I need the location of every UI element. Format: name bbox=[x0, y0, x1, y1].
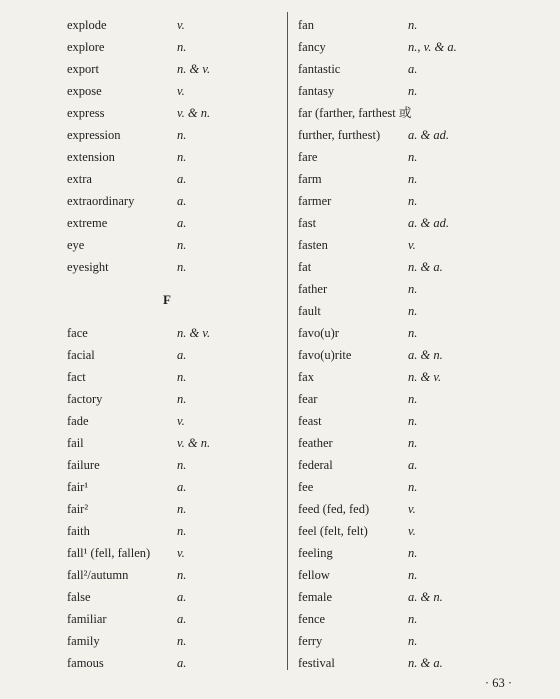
entry-word: fear bbox=[298, 392, 318, 406]
entry-word: fair¹ bbox=[67, 480, 89, 494]
entry-part-of-speech: n. bbox=[408, 436, 418, 450]
entry-row bbox=[298, 234, 518, 256]
entry-row bbox=[298, 388, 518, 410]
entry-row bbox=[67, 608, 277, 630]
entry-part-of-speech: a. bbox=[408, 458, 418, 472]
entry-row bbox=[298, 564, 518, 586]
entry-row bbox=[298, 190, 518, 212]
entry-part-of-speech: n. bbox=[177, 568, 187, 582]
entry-row bbox=[67, 102, 277, 124]
entry-word: father bbox=[298, 282, 328, 296]
entry-word: fault bbox=[298, 304, 321, 318]
entry-word: fast bbox=[298, 216, 317, 230]
entry-part-of-speech: n. bbox=[177, 634, 187, 648]
entry-word: favo(u)r bbox=[298, 326, 339, 340]
entry-word: feast bbox=[298, 414, 322, 428]
entry-row bbox=[298, 36, 518, 58]
entry-word: federal bbox=[298, 458, 333, 472]
entry-row bbox=[67, 454, 277, 476]
entry-part-of-speech: n. bbox=[408, 150, 418, 164]
entry-row bbox=[298, 256, 518, 278]
entry-row bbox=[298, 498, 518, 520]
entry-part-of-speech: n. & a. bbox=[408, 260, 443, 274]
entry-row bbox=[298, 476, 518, 498]
entry-word: ferry bbox=[298, 634, 323, 648]
entry-row bbox=[67, 564, 277, 586]
entry-word: extra bbox=[67, 172, 92, 186]
entry-part-of-speech: n., v. & a. bbox=[408, 40, 457, 54]
entry-word: extreme bbox=[67, 216, 108, 230]
entry-part-of-speech: n. bbox=[408, 414, 418, 428]
entry-word: farm bbox=[298, 172, 322, 186]
entry-row bbox=[298, 212, 518, 234]
entry-row bbox=[298, 344, 518, 366]
entry-part-of-speech: n. bbox=[408, 392, 418, 406]
entry-word: fellow bbox=[298, 568, 330, 582]
entry-word: fall¹ (fell, fallen) bbox=[67, 546, 151, 560]
entry-word: fantasy bbox=[298, 84, 335, 98]
entry-word: failure bbox=[67, 458, 100, 472]
entry-part-of-speech: n. bbox=[177, 370, 187, 384]
right-entries bbox=[298, 14, 518, 674]
entry-word: faith bbox=[67, 524, 90, 538]
entry-part-of-speech: v. & n. bbox=[177, 106, 211, 120]
entry-part-of-speech: n. bbox=[177, 260, 187, 274]
entry-row bbox=[67, 630, 277, 652]
entry-row bbox=[298, 432, 518, 454]
entry-part-of-speech: v. & n. bbox=[177, 436, 211, 450]
entry-word: fee bbox=[298, 480, 314, 494]
entry-row bbox=[67, 520, 277, 542]
entry-row bbox=[67, 146, 277, 168]
entry-row bbox=[67, 234, 277, 256]
entry-word: fasten bbox=[298, 238, 328, 252]
entry-row bbox=[67, 168, 277, 190]
entry-word: fancy bbox=[298, 40, 326, 54]
entry-word: explore bbox=[67, 40, 105, 54]
entry-part-of-speech: a. bbox=[177, 480, 187, 494]
entry-word: feather bbox=[298, 436, 333, 450]
entry-row bbox=[67, 542, 277, 564]
entry-part-of-speech: v. bbox=[408, 524, 416, 538]
entry-part-of-speech: n. bbox=[177, 40, 187, 54]
entry-part-of-speech: a. & ad. bbox=[408, 216, 449, 230]
entry-row bbox=[298, 586, 518, 608]
entry-part-of-speech: n. bbox=[177, 458, 187, 472]
entry-row bbox=[67, 652, 277, 674]
entry-part-of-speech: n. & v. bbox=[408, 370, 442, 384]
entry-row bbox=[298, 278, 518, 300]
entry-word: fantastic bbox=[298, 62, 341, 76]
entry-part-of-speech: v. bbox=[177, 18, 185, 32]
entry-word: fence bbox=[298, 612, 326, 626]
entry-word: feeling bbox=[298, 546, 333, 560]
entry-part-of-speech: a. bbox=[408, 62, 418, 76]
left-column bbox=[67, 14, 277, 674]
entry-row bbox=[298, 58, 518, 80]
entry-row bbox=[298, 608, 518, 630]
entry-part-of-speech: a. & n. bbox=[408, 348, 443, 362]
entry-part-of-speech: a. bbox=[177, 348, 187, 362]
entry-part-of-speech: n. bbox=[177, 150, 187, 164]
entry-part-of-speech: v. bbox=[177, 546, 185, 560]
entry-row bbox=[67, 322, 277, 344]
entry-word: extension bbox=[67, 150, 115, 164]
entry-part-of-speech: a. bbox=[177, 194, 187, 208]
entry-word: famous bbox=[67, 656, 104, 670]
entry-word: facial bbox=[67, 348, 95, 362]
entry-row bbox=[298, 366, 518, 388]
entry-part-of-speech: a. & n. bbox=[408, 590, 443, 604]
entry-word: fair² bbox=[67, 502, 89, 516]
entry-part-of-speech: v. bbox=[177, 84, 185, 98]
entry-row bbox=[67, 476, 277, 498]
entry-word: export bbox=[67, 62, 99, 76]
entry-word: feed (fed, fed) bbox=[298, 502, 370, 516]
entry-part-of-speech: a. bbox=[177, 612, 187, 626]
entry-row bbox=[298, 542, 518, 564]
entry-part-of-speech: n. bbox=[408, 612, 418, 626]
entry-word: far (farther, farthest 或 bbox=[298, 106, 412, 120]
entry-word: further, furthest) bbox=[298, 128, 381, 142]
entry-part-of-speech: n. bbox=[408, 282, 418, 296]
section-heading: F bbox=[163, 292, 171, 307]
entry-part-of-speech: n. bbox=[408, 480, 418, 494]
right-column bbox=[298, 14, 518, 674]
entry-word: express bbox=[67, 106, 105, 120]
entry-word: fail bbox=[67, 436, 84, 450]
entry-part-of-speech: n. bbox=[177, 502, 187, 516]
entry-row bbox=[67, 36, 277, 58]
entry-word: extraordinary bbox=[67, 194, 135, 208]
column-divider bbox=[287, 12, 288, 670]
entry-word: familiar bbox=[67, 612, 107, 626]
entry-part-of-speech: n. bbox=[408, 546, 418, 560]
entry-part-of-speech: v. bbox=[408, 238, 416, 252]
entry-part-of-speech: n. bbox=[177, 524, 187, 538]
entry-row bbox=[67, 256, 277, 278]
entry-row bbox=[67, 190, 277, 212]
entry-row bbox=[67, 388, 277, 410]
entry-part-of-speech: n. bbox=[408, 172, 418, 186]
entry-word: festival bbox=[298, 656, 335, 670]
entry-row bbox=[67, 80, 277, 102]
entry-part-of-speech: a. bbox=[177, 656, 187, 670]
entry-row bbox=[67, 344, 277, 366]
entry-word: face bbox=[67, 326, 88, 340]
entry-row bbox=[298, 520, 518, 542]
entry-row bbox=[67, 212, 277, 234]
entry-word: fare bbox=[298, 150, 318, 164]
entry-part-of-speech: n. bbox=[408, 568, 418, 582]
entry-part-of-speech: v. bbox=[177, 414, 185, 428]
entry-part-of-speech: n. bbox=[177, 238, 187, 252]
entry-row bbox=[298, 300, 518, 322]
entry-row bbox=[67, 124, 277, 146]
entry-word: explode bbox=[67, 18, 107, 32]
entry-row bbox=[298, 652, 518, 674]
entry-word: expression bbox=[67, 128, 121, 142]
entry-word: fax bbox=[298, 370, 314, 384]
entry-row bbox=[298, 146, 518, 168]
entry-part-of-speech: n. bbox=[408, 634, 418, 648]
entry-part-of-speech: a. bbox=[177, 172, 187, 186]
entry-row bbox=[298, 410, 518, 432]
entry-part-of-speech: v. bbox=[408, 502, 416, 516]
entry-part-of-speech: n. bbox=[177, 392, 187, 406]
entry-part-of-speech: a. bbox=[177, 216, 187, 230]
entry-row bbox=[298, 454, 518, 476]
entry-word: fact bbox=[67, 370, 86, 384]
entry-part-of-speech: n. & v. bbox=[177, 62, 211, 76]
entry-part-of-speech: n. & v. bbox=[177, 326, 211, 340]
entry-row bbox=[67, 366, 277, 388]
entry-row bbox=[298, 124, 518, 146]
entry-row bbox=[67, 58, 277, 80]
entry-part-of-speech: n. bbox=[177, 128, 187, 142]
entry-word: eyesight bbox=[67, 260, 109, 274]
entry-row bbox=[298, 80, 518, 102]
entry-part-of-speech: n. & a. bbox=[408, 656, 443, 670]
entry-row bbox=[298, 322, 518, 344]
entry-word: fan bbox=[298, 18, 314, 32]
entry-word: false bbox=[67, 590, 91, 604]
entry-part-of-speech: a. bbox=[177, 590, 187, 604]
entry-part-of-speech: n. bbox=[408, 84, 418, 98]
entry-row bbox=[67, 586, 277, 608]
left-entries-top bbox=[67, 14, 277, 278]
left-entries-bottom bbox=[67, 322, 277, 674]
entry-word: female bbox=[298, 590, 333, 604]
entry-part-of-speech: n. bbox=[408, 326, 418, 340]
entry-row bbox=[298, 102, 518, 124]
entry-row bbox=[298, 168, 518, 190]
entry-word: fade bbox=[67, 414, 89, 428]
entry-part-of-speech: n. bbox=[408, 194, 418, 208]
entry-part-of-speech: n. bbox=[408, 304, 418, 318]
entry-word: farmer bbox=[298, 194, 332, 208]
entry-row bbox=[67, 432, 277, 454]
entry-part-of-speech: a. & ad. bbox=[408, 128, 449, 142]
entry-row bbox=[298, 630, 518, 652]
entry-word: factory bbox=[67, 392, 103, 406]
entry-word: fall²/autumn bbox=[67, 568, 129, 582]
entry-row bbox=[298, 14, 518, 36]
entry-word: favo(u)rite bbox=[298, 348, 352, 362]
entry-word: fat bbox=[298, 260, 312, 274]
entry-word: expose bbox=[67, 84, 102, 98]
entry-row bbox=[67, 498, 277, 520]
entry-row bbox=[67, 410, 277, 432]
entry-row bbox=[67, 14, 277, 36]
entry-word: eye bbox=[67, 238, 85, 252]
entry-word: family bbox=[67, 634, 100, 648]
page-number: · 63 · bbox=[484, 676, 512, 690]
entry-part-of-speech: n. bbox=[408, 18, 418, 32]
entry-word: feel (felt, felt) bbox=[298, 524, 368, 538]
